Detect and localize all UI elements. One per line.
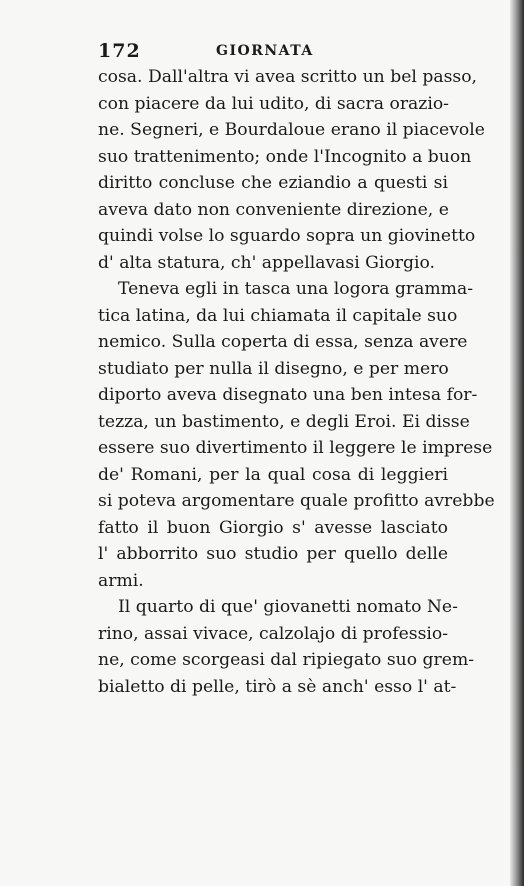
text-line: si poteva argomentare quale profitto avrebbe: [98, 491, 495, 511]
text-line: l' abborrito suo studio per quello delle: [98, 544, 448, 564]
text-line: nemico. Sulla coperta di essa, senza avere: [98, 332, 468, 352]
page-number: 172: [98, 40, 141, 62]
text-line: rino, assai vivace, calzolajo di professio-: [98, 623, 449, 644]
body-text: [98, 64, 495, 700]
text-line: con piacere da lui udito, di sacra orazio-: [98, 93, 449, 114]
text-line: quindi volse lo sguardo sopra un giovinetto: [98, 226, 476, 246]
running-head: GIORNATA: [216, 43, 314, 59]
text-line: aveva dato non conveniente direzione, e: [98, 199, 449, 220]
text-line: studiato per nulla il disegno, e per mero: [98, 358, 449, 379]
page-header: [98, 40, 448, 62]
text-line: diporto aveva disegnato una ben intesa for-: [98, 385, 478, 405]
text-line: tezza, un bastimento, e degli Eroi. Ei disse: [98, 411, 470, 432]
text-line: cosa. Dall'altra vi avea scritto un bel passo,: [98, 67, 478, 87]
page-edge-shadow: [510, 0, 524, 886]
text-line: essere suo divertimento il leggere le imprese: [98, 438, 493, 458]
text-line: armi.: [98, 570, 144, 591]
text-line: de' Romani, per la qual cosa di leggieri: [98, 464, 448, 485]
text-line: diritto concluse che eziandio a questi si: [98, 173, 448, 193]
paragraph-first-line: Teneva egli in tasca una logora gramma-: [118, 279, 474, 299]
text-line: suo trattenimento; onde l'Incognito a buon: [98, 146, 472, 167]
paragraph-first-line: Il quarto di que' giovanetti nomato Ne-: [118, 597, 458, 617]
text-line: tica latina, da lui chiamata il capitale suo: [98, 305, 458, 326]
text-line: ne, come scorgeasi dal ripiegato suo grem-: [98, 650, 475, 670]
text-line: bialetto di pelle, tirò a sè anch' esso l' at-: [98, 676, 457, 697]
text-line: fatto il buon Giorgio s' avesse lasciato: [98, 517, 448, 538]
text-line: ne. Segneri, e Bourdaloue erano il piacevole: [98, 120, 485, 140]
text-line: d' alta statura, ch' appellavasi Giorgio.: [98, 252, 435, 273]
